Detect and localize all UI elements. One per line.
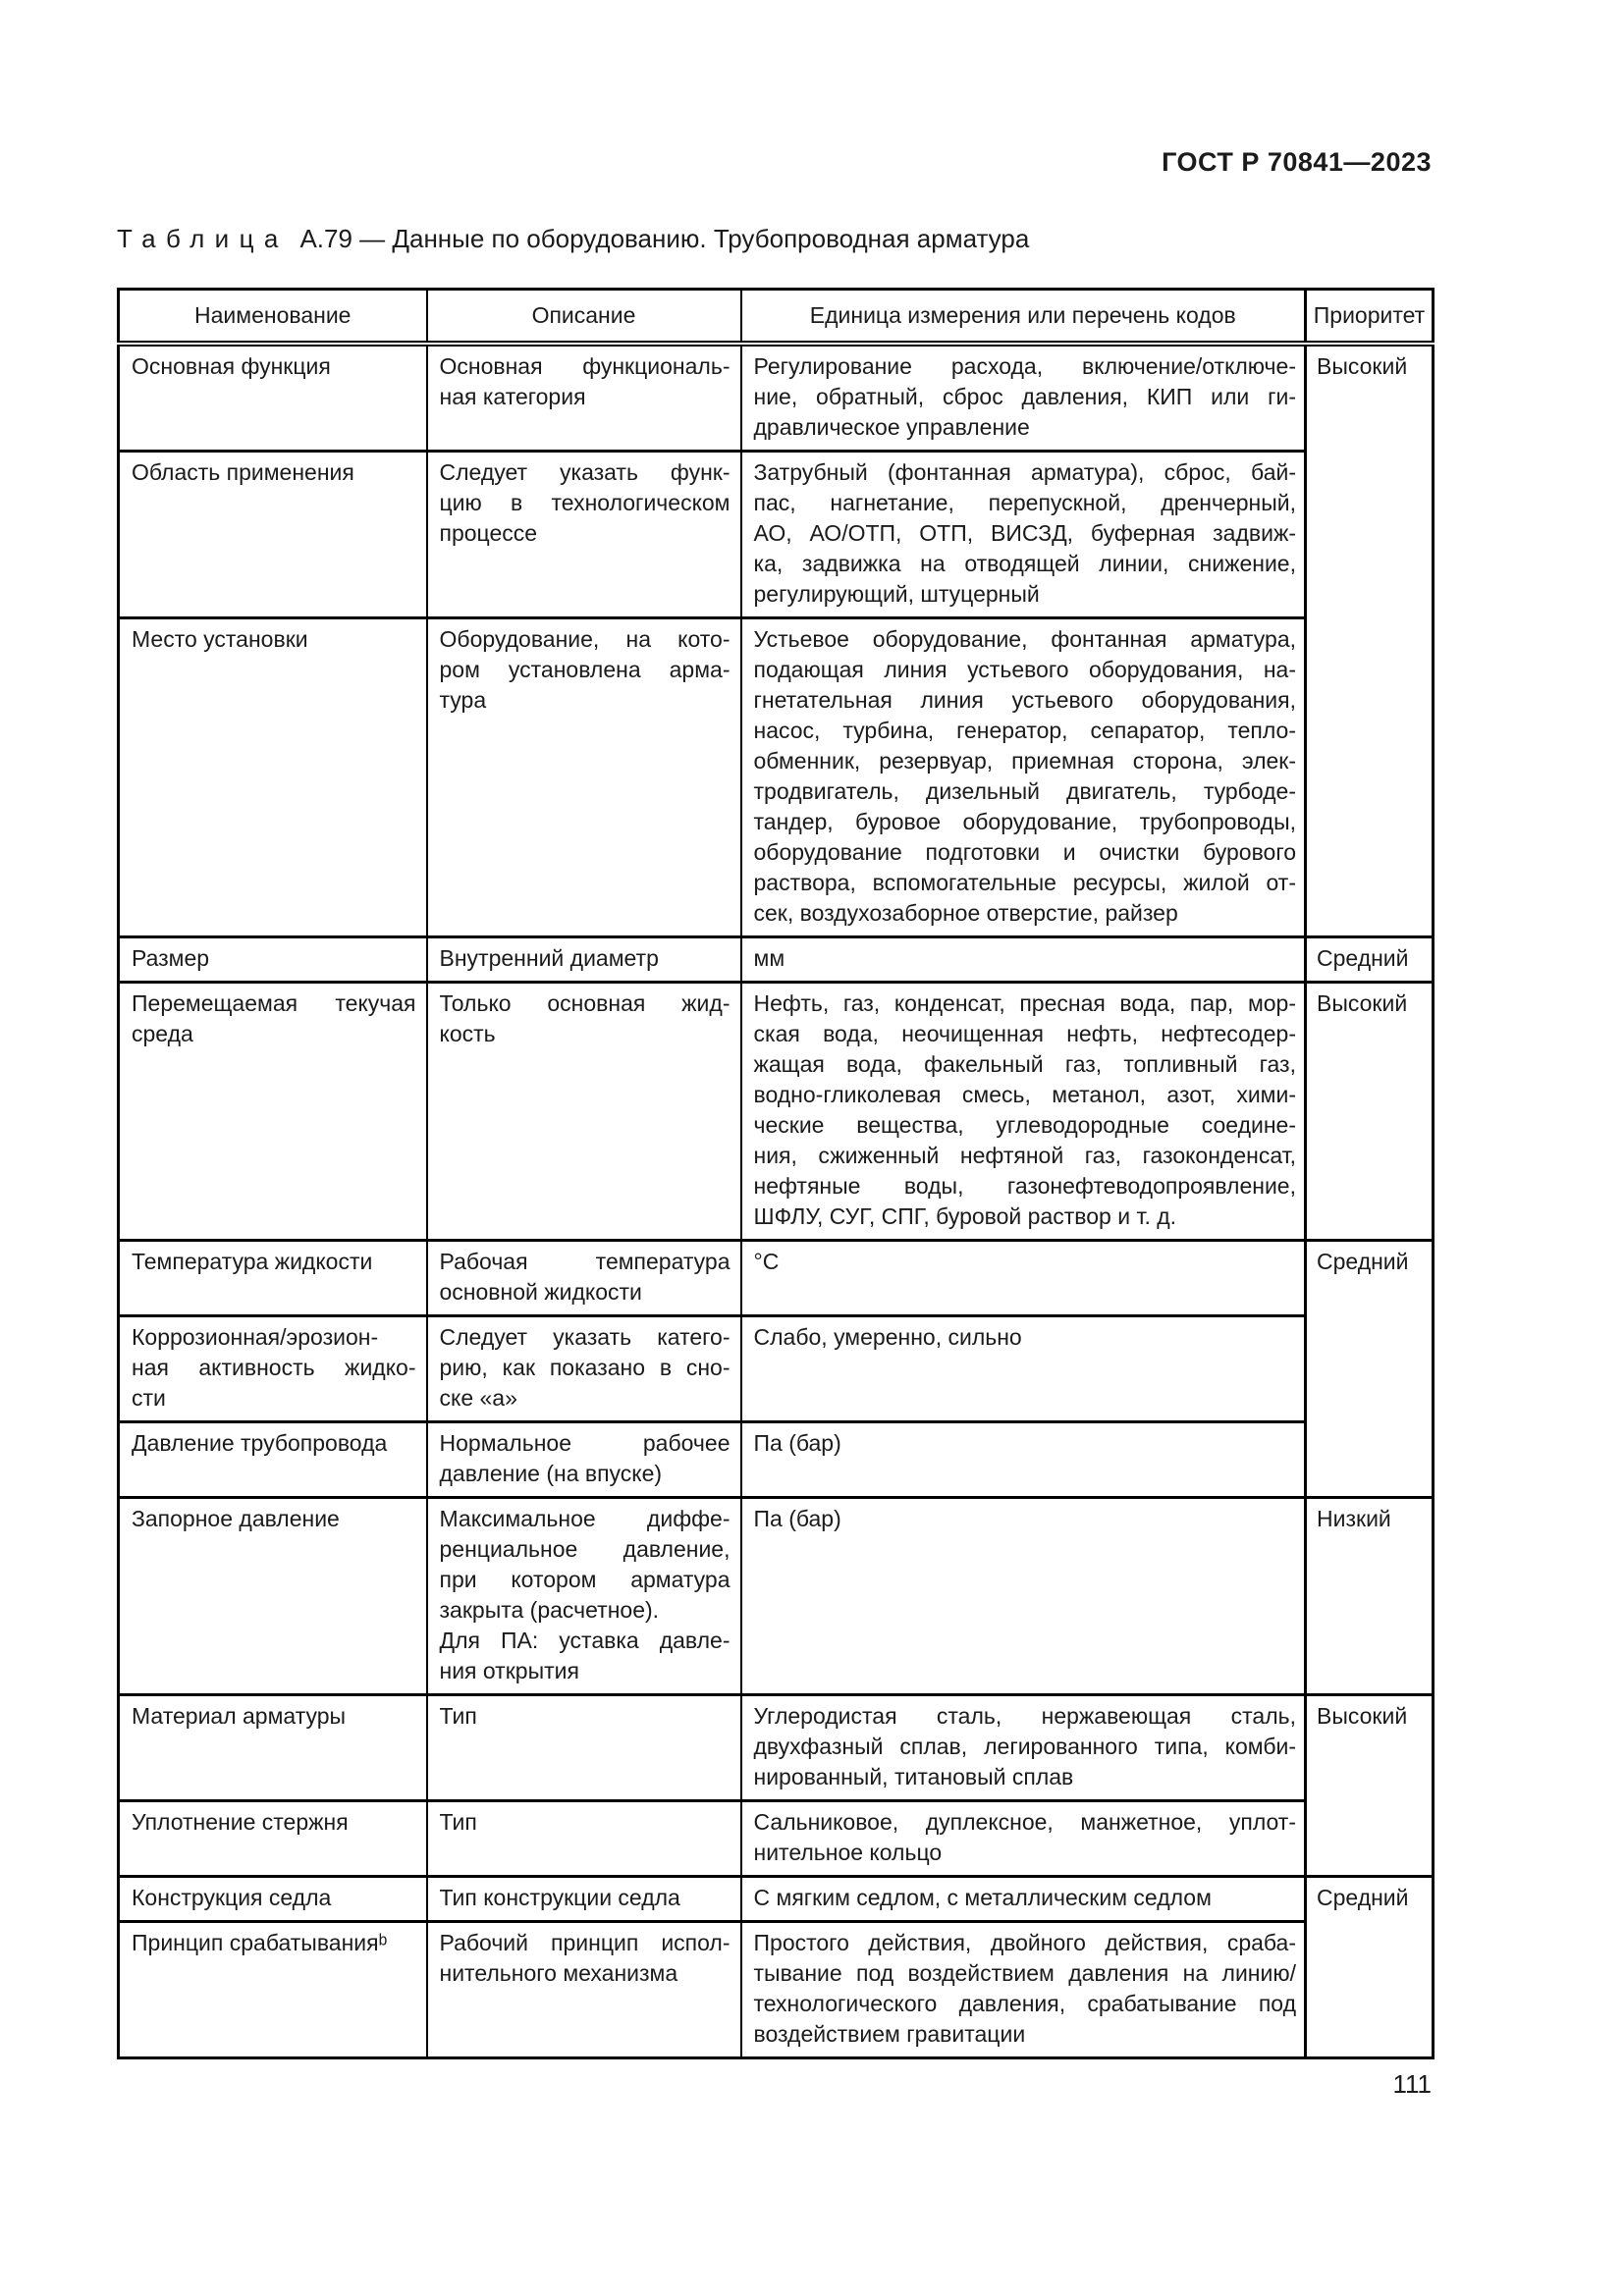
cell-priority: Низкий: [1306, 1498, 1434, 1695]
table-row: [119, 1801, 1434, 1877]
cell-codes: мм: [741, 937, 1306, 983]
document-header: ГОСТ Р 70841—2023: [1162, 147, 1432, 177]
table-row: [119, 1422, 1434, 1498]
cell-name: Коррозионная/эрозион- ная активность жидко- сти: [119, 1316, 427, 1422]
cell-priority: Высокий: [1306, 1695, 1434, 1877]
cell-codes: Затрубный (фонтанная арматура), сброс, бай- пас, нагнетание, перепускной, дренчерный, АО, АО/ОТП, ОТП, ВИСЗД, буферная задвиж- ка, задвижка на отводящей линии, снижение, регулирующий, штуцерный: [741, 452, 1306, 618]
cell-description: Рабочая температура основной жидкости: [427, 1241, 741, 1316]
cell-name: Основная функция: [119, 344, 427, 452]
cell-codes: Па (бар): [741, 1498, 1306, 1695]
cell-name: Материал арматуры: [119, 1695, 427, 1801]
cell-priority: Высокий: [1306, 983, 1434, 1241]
column-header-description: Описание: [427, 290, 741, 345]
cell-name: Место установки: [119, 618, 427, 937]
cell-name: Запорное давление: [119, 1498, 427, 1695]
table-row: [119, 1877, 1434, 1922]
table-row: [119, 1922, 1434, 2058]
table-row: [119, 983, 1434, 1241]
cell-name: Область применения: [119, 452, 427, 618]
cell-description: Основная функциональ- ная категория: [427, 344, 741, 452]
table-row: [119, 344, 1434, 452]
table-title-text: А.79 — Данные по оборудованию. Трубопроводная арматура: [299, 224, 1030, 253]
cell-codes: Устьевое оборудование, фонтанная арматура, подающая линия устьевого оборудования, на- гнетательная линия устьевого оборудования, насос, турбина, генератор, сепаратор, тепло- обменник, резервуар, приемная сторона, элек- тродвигатель, дизельный двигатель, турбоде- тандер, буровое оборудование, трубопроводы, оборудование подготовки и очистки бурового раствора, вспомогательные ресурсы, жилой от- сек, воздухозаборное отверстие, райзер: [741, 618, 1306, 937]
cell-priority: Средний: [1306, 1241, 1434, 1498]
column-header-name: Наименование: [119, 290, 427, 345]
cell-codes: Регулирование расхода, включение/отключе- ние, обратный, сброс давления, КИП или ги- дравлическое управление: [741, 344, 1306, 452]
cell-name: Размер: [119, 937, 427, 983]
table-row: [119, 937, 1434, 983]
cell-description: Рабочий принцип испол- нительного механизма: [427, 1922, 741, 2058]
cell-codes: Сальниковое, дуплексное, манжетное, уплот- нительное кольцо: [741, 1801, 1306, 1877]
table-row: [119, 1316, 1434, 1422]
cell-codes: Нефть, газ, конденсат, пресная вода, пар, мор- ская вода, неочищенная нефть, нефтесодер- жащая вода, факельный газ, топливный газ, водно-гликолевая смесь, метанол, азот, хими- ческие вещества, углеводородные соедине- ния, сжиженный нефтяной газ, газоконденсат, нефтяные воды, газонефтеводопроявление, ШФЛУ, СУГ, СПГ, буровой раствор и т. д.: [741, 983, 1306, 1241]
cell-codes: Углеродистая сталь, нержавеющая сталь, двухфазный сплав, легированного типа, комби- нированный, титановый сплав: [741, 1695, 1306, 1801]
column-header-priority: Приоритет: [1306, 290, 1434, 345]
cell-description: Максимальное диффе- ренциальное давление, при котором арматура закрыта (расчетное). Для ПА: уставка давле- ния открытия: [427, 1498, 741, 1695]
page-number: 111: [1392, 2069, 1432, 2099]
cell-name: Перемещаемая текучая среда: [119, 983, 427, 1241]
cell-description: Внутренний диаметр: [427, 937, 741, 983]
header-row: [119, 290, 1434, 345]
cell-description: Тип конструкции седла: [427, 1877, 741, 1922]
cell-description: Тип: [427, 1695, 741, 1801]
cell-priority: Средний: [1306, 937, 1434, 983]
table-title-label: Таблица: [117, 224, 289, 253]
table-title: [117, 224, 1491, 254]
cell-codes: °С: [741, 1241, 1306, 1316]
table-row: [119, 1498, 1434, 1695]
cell-priority: Высокий: [1306, 344, 1434, 937]
cell-name: Конструкция седла: [119, 1877, 427, 1922]
table-row: [119, 618, 1434, 937]
cell-name: Давление трубопровода: [119, 1422, 427, 1498]
cell-codes: С мягким седлом, с металлическим седлом: [741, 1877, 1306, 1922]
table-row: [119, 1241, 1434, 1316]
cell-description: Тип: [427, 1801, 741, 1877]
cell-codes: Слабо, умеренно, сильно: [741, 1316, 1306, 1422]
equipment-data-table: [117, 288, 1435, 2059]
cell-priority: Средний: [1306, 1877, 1434, 2058]
cell-name: Температура жидкости: [119, 1241, 427, 1316]
table-row: [119, 1695, 1434, 1801]
table-row: [119, 452, 1434, 618]
cell-name: Уплотнение стержня: [119, 1801, 427, 1877]
cell-description: Оборудование, на кото- ром установлена арма- тура: [427, 618, 741, 937]
cell-codes: Простого действия, двойного действия, сраба- тывание под воздействием давления на линию/ технологического давления, срабатывание под воздействием гравитации: [741, 1922, 1306, 2058]
cell-name: Принцип срабатыванияᵇ: [119, 1922, 427, 2058]
cell-description: Следует указать функ- цию в технологическом процессе: [427, 452, 741, 618]
column-header-codes: Единица измерения или перечень кодов: [741, 290, 1306, 345]
cell-codes: Па (бар): [741, 1422, 1306, 1498]
cell-description: Следует указать катего- рию, как показано в сно- ске «а»: [427, 1316, 741, 1422]
cell-description: Нормальное рабочее давление (на впуске): [427, 1422, 741, 1498]
cell-description: Только основная жид- кость: [427, 983, 741, 1241]
